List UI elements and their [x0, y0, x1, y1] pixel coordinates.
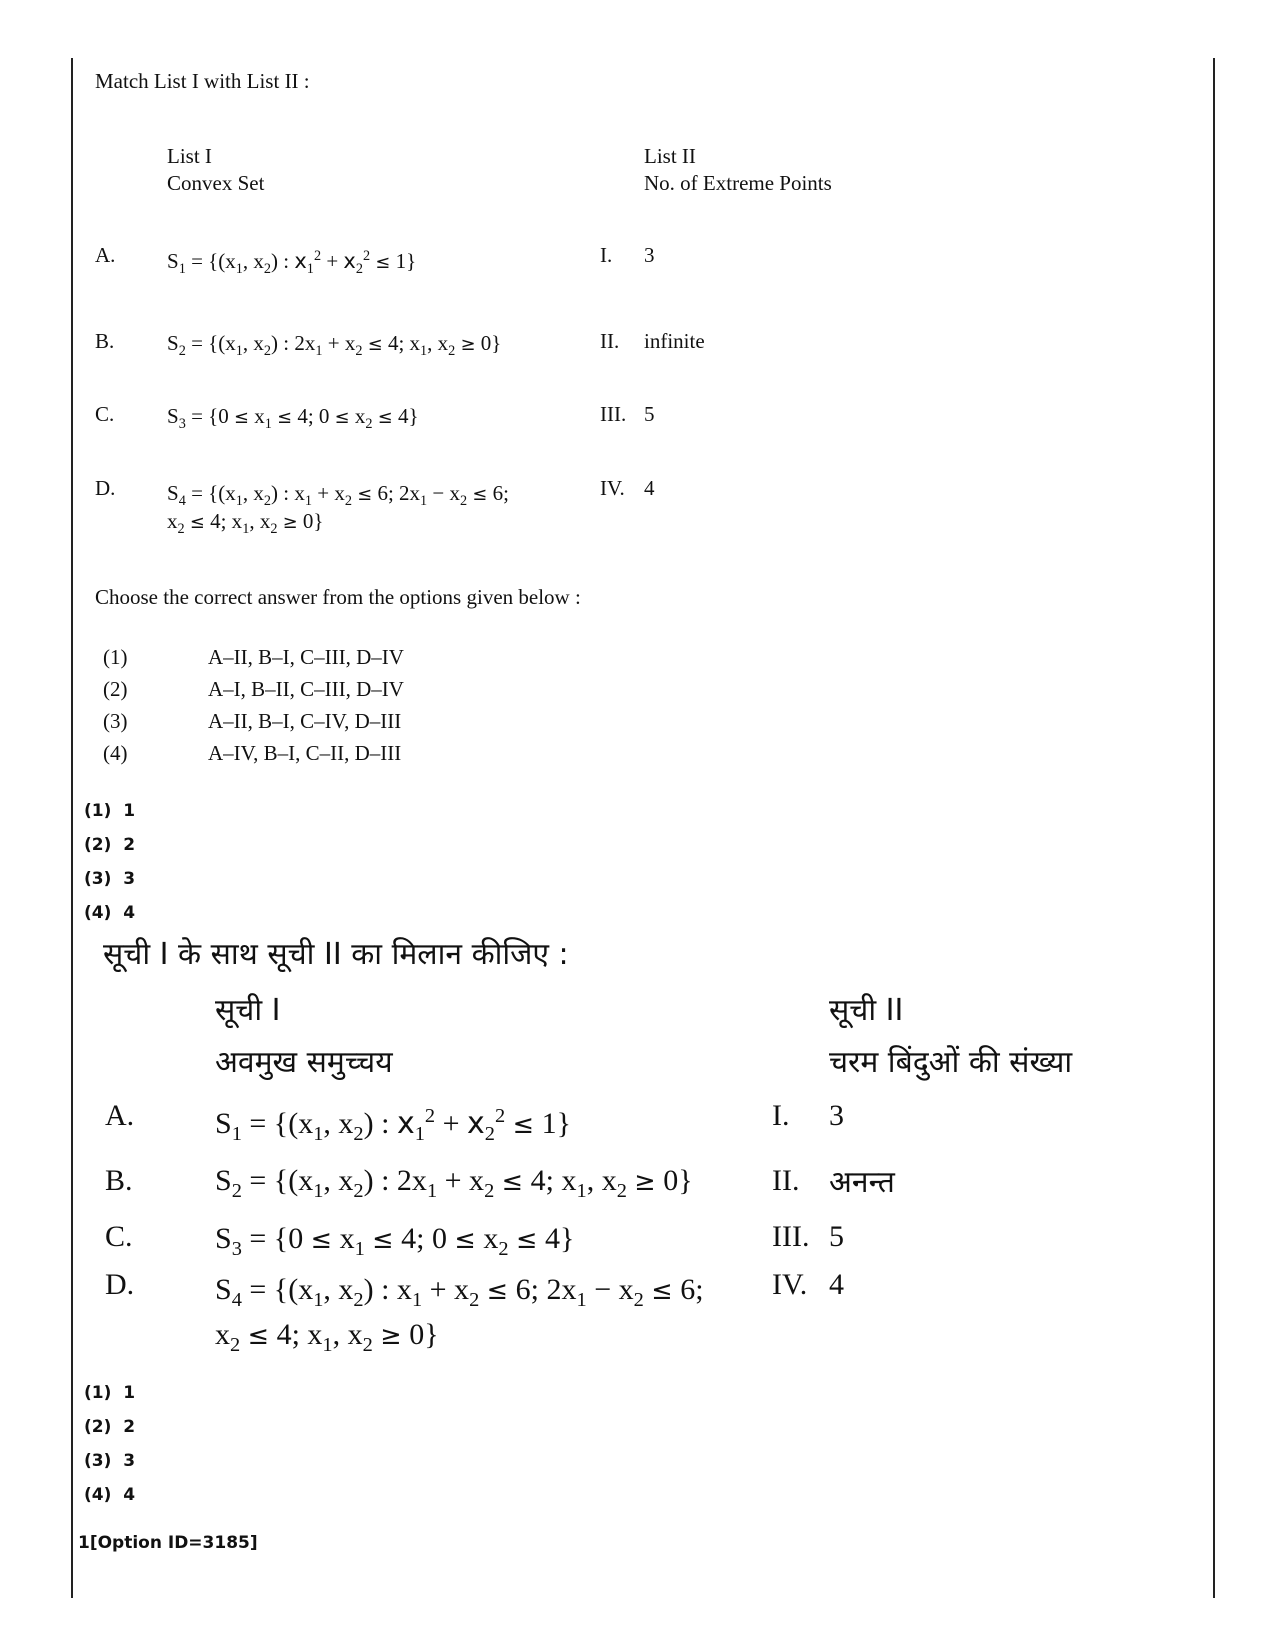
list1-subheading-en: Convex Set — [167, 171, 265, 195]
row-letter-en: C. — [95, 402, 115, 426]
list1-heading-en: List I — [167, 144, 212, 168]
row-letter-en: A. — [95, 243, 116, 267]
row-letter-hi: C. — [105, 1220, 133, 1253]
set-s2-en: $S_2 = \{(x_1$, $x_2$) : $2x_1 + x_2 \le 4$; $x_1$, $x_2 \ge 0$} — [167, 331, 502, 360]
row-letter-hi: A. — [105, 1099, 135, 1132]
row-value-en: 4 — [644, 476, 655, 500]
question-instruction-hi: सूची I के साथ सूची II का मिलान कीजिए : — [103, 937, 569, 972]
set-s1-hi: $S_1 = \{(x_1$, $x_2$) : $x_1^2 + x_2^2 \le 1$} — [215, 1105, 571, 1145]
row-value-en: infinite — [644, 329, 705, 353]
right-border-line — [1213, 58, 1215, 1598]
option-item[interactable]: (3) 3 — [84, 869, 136, 889]
question-instruction-en: Match List I with List II : — [95, 69, 310, 93]
row-value-hi: 5 — [829, 1220, 844, 1253]
list2-heading-en: List II — [644, 144, 696, 168]
row-roman-en: II. — [600, 329, 620, 353]
row-roman-en: IV. — [600, 476, 625, 500]
option-item[interactable]: (4) 4 — [84, 903, 136, 923]
row-roman-hi: II. — [772, 1164, 800, 1197]
row-letter-hi: B. — [105, 1164, 133, 1197]
choice-number: (3) — [103, 709, 128, 733]
row-roman-en: I. — [600, 243, 613, 267]
choice-text: A–IV, B–I, C–II, D–III — [208, 741, 402, 765]
set-s3-en: $S_3 = \{0 \le x_1 \le 4$; $0 \le x_2 \le 4$} — [167, 404, 419, 433]
set-s4-hi: $S_4 = \{(x_1$, $x_2$) : $x_1 + x_2 \le 6$; $2x_1 - x_2 \le 6$; $x_2 \le 4$; $x_1$, $x_2 \ge 0$} — [215, 1273, 704, 1356]
choice-text: A–I, B–II, C–III, D–IV — [208, 677, 404, 701]
row-value-hi: 3 — [829, 1099, 844, 1132]
row-roman-hi: III. — [772, 1220, 810, 1253]
row-letter-hi: D. — [105, 1268, 135, 1301]
option-item[interactable]: (1) 1 — [84, 1383, 136, 1403]
choose-instruction-en: Choose the correct answer from the options given below : — [95, 585, 581, 609]
choice-text: A–II, B–I, C–IV, D–III — [208, 709, 402, 733]
row-value-hi: 4 — [829, 1268, 844, 1301]
set-s4-en: $S_4 = \{(x_1$, $x_2$) : $x_1 + x_2 \le 6$; $2x_1 - x_2 \le 6$; $x_2 \le 4$; $x_1$, $x_2 \ge 0$} — [167, 481, 509, 538]
row-roman-hi: I. — [772, 1099, 790, 1132]
row-roman-en: III. — [600, 402, 627, 426]
row-value-en: 3 — [644, 243, 655, 267]
option-item[interactable]: (1) 1 — [84, 801, 136, 821]
option-item[interactable]: (2) 2 — [84, 835, 136, 855]
option-item[interactable]: (3) 3 — [84, 1451, 136, 1471]
option-item[interactable]: (2) 2 — [84, 1417, 136, 1437]
list1-subheading-hi: अवमुख समुच्चय — [215, 1045, 393, 1080]
list2-heading-hi: सूची II — [829, 993, 904, 1028]
choice-number: (2) — [103, 677, 128, 701]
row-letter-en: D. — [95, 476, 116, 500]
choice-number: (4) — [103, 741, 128, 765]
choice-text: A–II, B–I, C–III, D–IV — [208, 645, 404, 669]
row-value-hi: अनन्त — [829, 1165, 895, 1200]
option-id-footer: 1[Option ID=3185] — [78, 1533, 258, 1553]
row-roman-hi: IV. — [772, 1268, 808, 1301]
choice-number: (1) — [103, 645, 128, 669]
list2-subheading-en: No. of Extreme Points — [644, 171, 832, 195]
set-s2-hi: $S_2 = \{(x_1$, $x_2$) : $2x_1 + x_2 \le 4$; $x_1$, $x_2 \ge 0$} — [215, 1164, 693, 1202]
option-item[interactable]: (4) 4 — [84, 1485, 136, 1505]
set-s1-en: $S_1 = \{(x_1$, $x_2$) : $x_1^2 + x_2^2 \le 1$} — [167, 248, 417, 278]
list1-heading-hi: सूची I — [215, 993, 281, 1028]
row-value-en: 5 — [644, 402, 655, 426]
list2-subheading-hi: चरम बिंदुओं की संख्या — [829, 1045, 1073, 1080]
set-s3-hi: $S_3 = \{0 \le x_1 \le 4$; $0 \le x_2 \le 4$} — [215, 1222, 575, 1260]
row-letter-en: B. — [95, 329, 115, 353]
left-border-line — [71, 58, 73, 1598]
